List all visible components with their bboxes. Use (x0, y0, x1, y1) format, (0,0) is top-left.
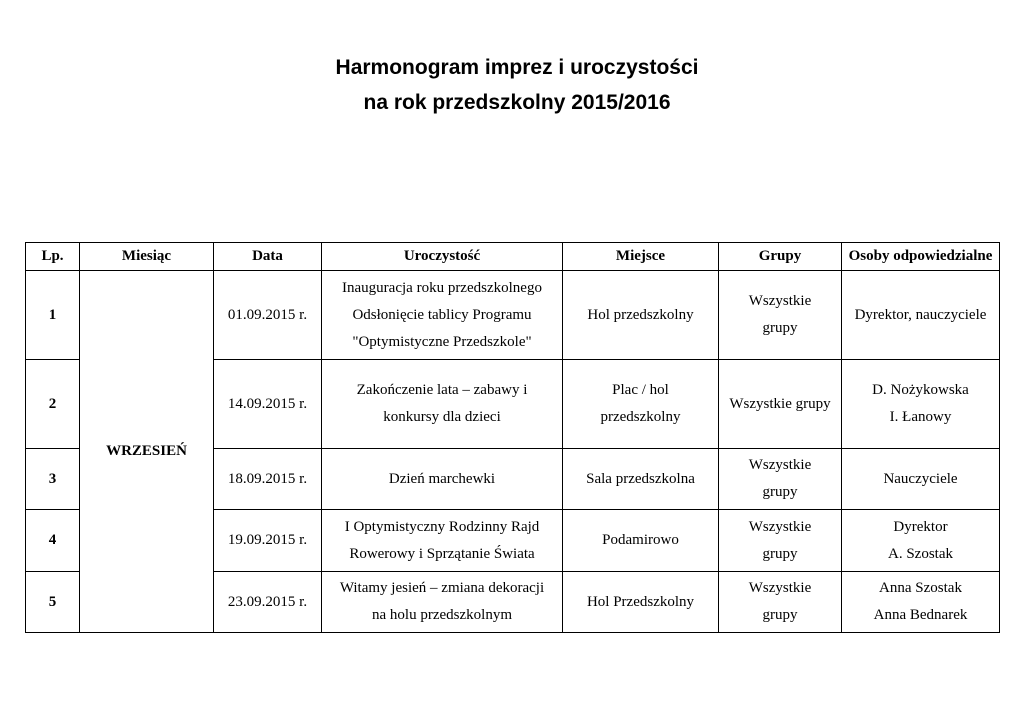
row-number: 2 (26, 360, 80, 449)
event-line: Inauguracja roku przedszkolnego (342, 279, 542, 296)
header-lp: Lp. (26, 243, 80, 271)
persons-line: Dyrektor, nauczyciele (854, 306, 987, 323)
title-line-1: Harmonogram imprez i uroczystości (335, 56, 699, 79)
persons-line: Anna Bednarek (873, 607, 968, 623)
groups-line: grupy (762, 484, 798, 500)
place-line: przedszkolny (600, 409, 681, 425)
header-date: Data (214, 243, 322, 271)
place-cell (563, 572, 719, 633)
persons-cell (842, 360, 1000, 449)
persons-line: Anna Szostak (879, 580, 962, 596)
month-cell: WRZESIEŃ (80, 271, 214, 633)
persons-cell (842, 572, 1000, 633)
header-groups: Grupy (719, 243, 842, 271)
persons-line: D. Nożykowska (872, 382, 969, 398)
schedule-table (25, 242, 1000, 633)
groups-line: Wszystkie (748, 580, 812, 596)
event-cell (322, 360, 563, 449)
place-line: Sala przedszkolna (586, 470, 695, 487)
place-line: Plac / hol (612, 382, 669, 398)
event-line: na holu przedszkolnym (372, 607, 512, 623)
header-event: Uroczystość (322, 243, 563, 271)
table-row (26, 271, 1000, 360)
groups-line: Wszystkie (748, 293, 812, 309)
row-number: 4 (26, 510, 80, 572)
place-line: Hol Przedszkolny (586, 593, 695, 610)
groups-cell (719, 449, 842, 510)
groups-line: Wszystkie (748, 457, 812, 473)
groups-line: grupy (762, 545, 798, 562)
groups-line: grupy (762, 607, 798, 623)
date-cell: 01.09.2015 r. (214, 271, 322, 360)
groups-cell (719, 271, 842, 360)
groups-line: Wszystkie grupy (729, 395, 831, 412)
place-line: Podamirowo (602, 532, 679, 548)
persons-cell (842, 449, 1000, 510)
persons-line: A. Szostak (888, 545, 953, 562)
event-line: Zakończenie lata – zabawy i (356, 382, 528, 398)
place-cell (563, 360, 719, 449)
persons-line: I. Łanowy (889, 409, 952, 425)
event-cell (322, 572, 563, 633)
place-cell (563, 449, 719, 510)
date-cell: 14.09.2015 r. (214, 360, 322, 449)
persons-cell (842, 271, 1000, 360)
groups-cell (719, 360, 842, 449)
date-cell: 23.09.2015 r. (214, 572, 322, 633)
date-cell: 19.09.2015 r. (214, 510, 322, 572)
persons-line: Dyrektor (893, 518, 948, 535)
event-cell (322, 271, 563, 360)
place-cell (563, 510, 719, 572)
event-line: Rowerowy i Sprzątanie Świata (349, 545, 535, 562)
event-line: konkursy dla dzieci (383, 409, 501, 425)
event-cell (322, 510, 563, 572)
persons-line: Nauczyciele (883, 470, 958, 487)
groups-line: Wszystkie (748, 518, 812, 535)
header-month: Miesiąc (80, 243, 214, 271)
event-line: "Optymistyczne Przedszkole" (352, 333, 532, 350)
header-row (26, 243, 1000, 271)
place-cell (563, 271, 719, 360)
persons-cell (842, 510, 1000, 572)
title-line-2: na rok przedszkolny 2015/2016 (363, 91, 671, 114)
event-line: Odsłonięcie tablicy Programu (352, 306, 532, 323)
row-number: 1 (26, 271, 80, 360)
event-line: Witamy jesień – zmiana dekoracji (339, 580, 545, 596)
row-number: 3 (26, 449, 80, 510)
header-persons: Osoby odpowiedzialne (842, 243, 1000, 271)
place-line: Hol przedszkolny (587, 306, 694, 323)
document-title (0, 50, 1024, 120)
event-line: Dzień marchewki (388, 470, 496, 487)
groups-cell (719, 510, 842, 572)
header-place: Miejsce (563, 243, 719, 271)
row-number: 5 (26, 572, 80, 633)
groups-cell (719, 572, 842, 633)
event-line: I Optymistyczny Rodzinny Rajd (344, 518, 540, 535)
date-cell: 18.09.2015 r. (214, 449, 322, 510)
event-cell (322, 449, 563, 510)
groups-line: grupy (762, 320, 798, 336)
